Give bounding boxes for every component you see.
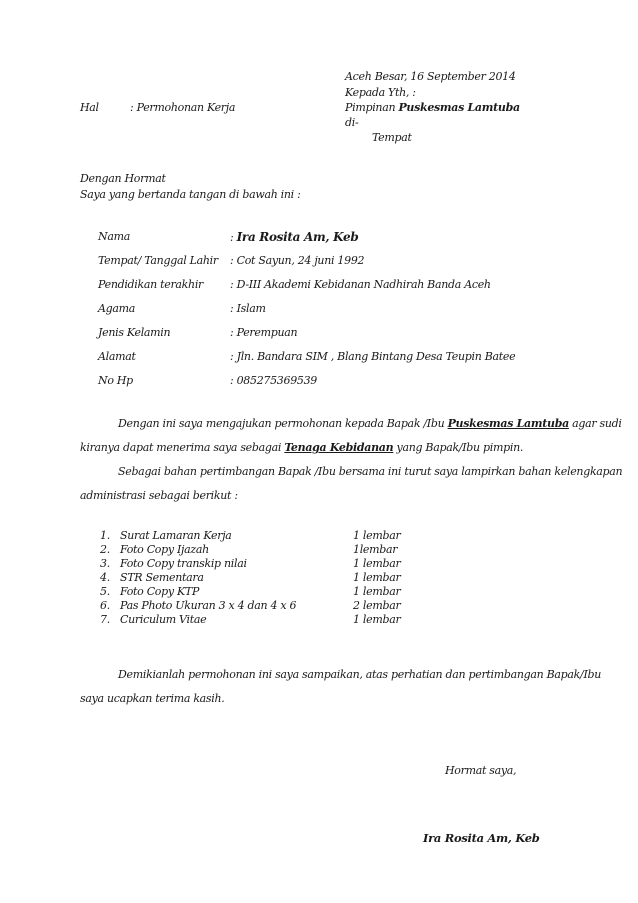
to-line: Kepada Yth, : [345,86,416,99]
biodata-label: Tempat/ Tanggal Lahir [98,254,218,267]
closing-line1: Demikianlah permohonan ini saya sampaikan, atas perhatian dan pertimbangan Bapak/Ibu [118,668,602,681]
di-line: di- [345,116,359,129]
item-qty: 1 lembar [353,585,401,598]
list-item [100,599,420,613]
recipient-org: Puskesmas Lamtuba [398,101,520,114]
item-name: Curiculum Vitae [120,613,207,626]
biodata-value: : Islam [230,302,266,315]
list-item [100,557,420,571]
p1-text-a: Dengan ini saya mengajukan permohonan kepada Bapak /Ibu [118,417,448,430]
applicant-name: Ira Rosita Am, Keb [236,230,359,244]
greeting-line2: Saya yang bertanda tangan di bawah ini : [80,188,301,201]
item-number: 6. [100,599,110,612]
biodata-label: Agama [98,302,136,315]
item-name: STR Sementara [120,571,204,584]
biodata-label: No Hp [98,374,133,387]
greeting-line1: Dengan Hormat [80,172,166,185]
item-qty: 1 lembar [353,529,401,542]
closing-line2: saya ucapkan terima kasih. [80,692,225,705]
biodata-row [98,230,558,250]
list-item [100,543,420,557]
place-date: Aceh Besar, 16 September 2014 [345,70,516,83]
p1-position: Tenaga Kebidanan [284,441,394,454]
item-qty: 1 lembar [353,571,401,584]
item-name: Foto Copy KTP [120,585,200,598]
item-qty: 1 lembar [353,613,401,626]
recipient-prefix: Pimpinan [345,101,399,114]
item-name: Foto Copy transkip nilai [120,557,247,570]
item-number: 3. [100,557,110,570]
signature-name: Ira Rosita Am, Keb [423,831,540,845]
biodata-label: Alamat [98,350,136,363]
biodata-row [98,278,558,298]
biodata-value: : D-III Akademi Kebidanan Nadhirah Banda Aceh [230,278,491,291]
hal-label: Hal [80,101,99,114]
item-number: 5. [100,585,110,598]
biodata-value: : Cot Sayun, 24 juni 1992 [230,254,365,267]
biodata-label: Jenis Kelamin [98,326,171,339]
item-number: 2. [100,543,110,556]
regards: Hormat saya, [445,764,517,777]
p1-text-f: yang Bapak/Ibu pimpin. [393,441,524,454]
paragraph-2-line1: Sebagai bahan pertimbangan Bapak /Ibu bersama ini turut saya lampirkan bahan kelengkapan [118,465,623,478]
biodata-row [98,254,558,274]
biodata-value [230,230,358,244]
biodata-colon: : [230,231,237,244]
p1-text-c: agar sudi [568,417,622,430]
biodata-label: Nama [98,230,130,243]
item-name: Pas Photo Ukuran 3 x 4 dan 4 x 6 [120,599,297,612]
item-qty: 1 lembar [353,557,401,570]
biodata-row [98,350,558,370]
hal-value: : Permohonan Kerja [130,101,236,114]
biodata-row [98,302,558,322]
paragraph-1-line1 [118,417,622,431]
paragraph-2-line2: administrasi sebagai berikut : [80,489,238,502]
recipient-line [345,101,520,115]
list-item [100,585,420,599]
item-number: 4. [100,571,110,584]
item-qty: 2 lembar [353,599,401,612]
list-item [100,529,420,543]
list-item [100,571,420,585]
item-name: Surat Lamaran Kerja [120,529,232,542]
item-number: 7. [100,613,110,626]
biodata-value: : 085275369539 [230,374,317,387]
biodata-value: : Perempuan [230,326,298,339]
list-item [100,613,420,627]
paragraph-1-line2 [80,441,523,455]
item-name: Foto Copy Ijazah [120,543,209,556]
biodata-label: Pendidikan terakhir [98,278,203,291]
biodata-row [98,374,558,394]
item-number: 1. [100,529,110,542]
biodata-value: : Jln. Bandara SIM , Blang Bintang Desa Teupin Batee [230,350,516,363]
p1-org: Puskesmas Lamtuba [447,417,569,430]
p1-text-d: kiranya dapat menerima saya sebagai [80,441,285,454]
tempat-line: Tempat [372,131,412,144]
item-qty: 1lembar [353,543,398,556]
biodata-row [98,326,558,346]
